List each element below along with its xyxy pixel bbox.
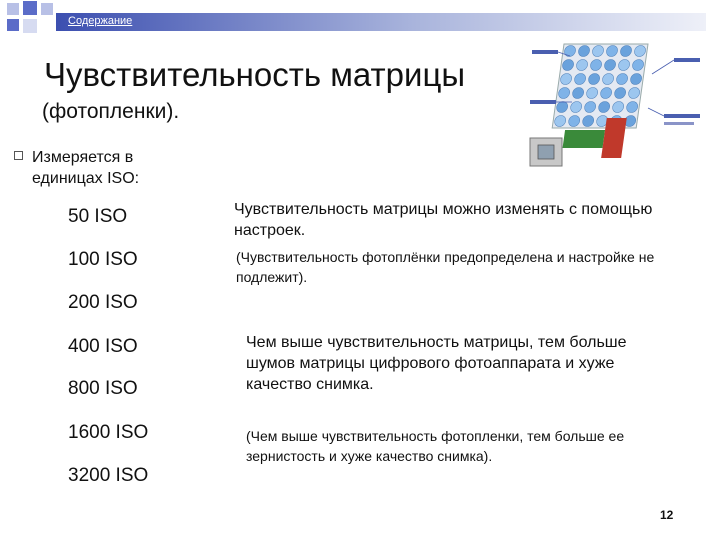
paragraph-grain: (Чем выше чувствительность фотопленки, тем больше ее зернистость и хуже качество снимка). [246,428,625,464]
iso-item-400: 400 ISO [68,336,138,357]
iso-item-200: 200 ISO [68,292,138,313]
bullet-icon [14,151,23,160]
page-number: 12 [660,508,674,522]
deco-square [22,0,38,16]
deco-square [40,2,54,16]
paragraph-noise: Чем выше чувствительность матрицы, тем больше шумов матрицы цифрового фотоаппарата и хуже качество снимка. [246,334,627,393]
slide-subtitle: (фотопленки). [42,100,180,123]
contents-link[interactable]: Содержание [68,15,133,27]
iso-item-100: 100 ISO [68,249,138,270]
measure-text: Измеряется в единицах ISO: [32,149,140,187]
iso-item-50: 50 ISO [68,206,128,227]
header-bar [56,13,706,31]
corner-decoration [0,0,60,44]
paragraph-adjustable: Чувствительность матрицы можно изменять с помощью настроек. [234,201,653,239]
deco-square [22,18,38,34]
paragraph-film-fixed: (Чувствительность фотоплёнки предопределена и настройке не подлежит). [236,249,655,285]
iso-item-3200: 3200 ISO [68,465,149,486]
sensor-matrix-illustration [524,38,710,176]
deco-square [6,2,20,16]
deco-square [6,18,20,32]
slide-title: Чувствительность матрицы [44,56,466,93]
iso-item-1600: 1600 ISO [68,422,149,443]
iso-item-800: 800 ISO [68,378,138,399]
